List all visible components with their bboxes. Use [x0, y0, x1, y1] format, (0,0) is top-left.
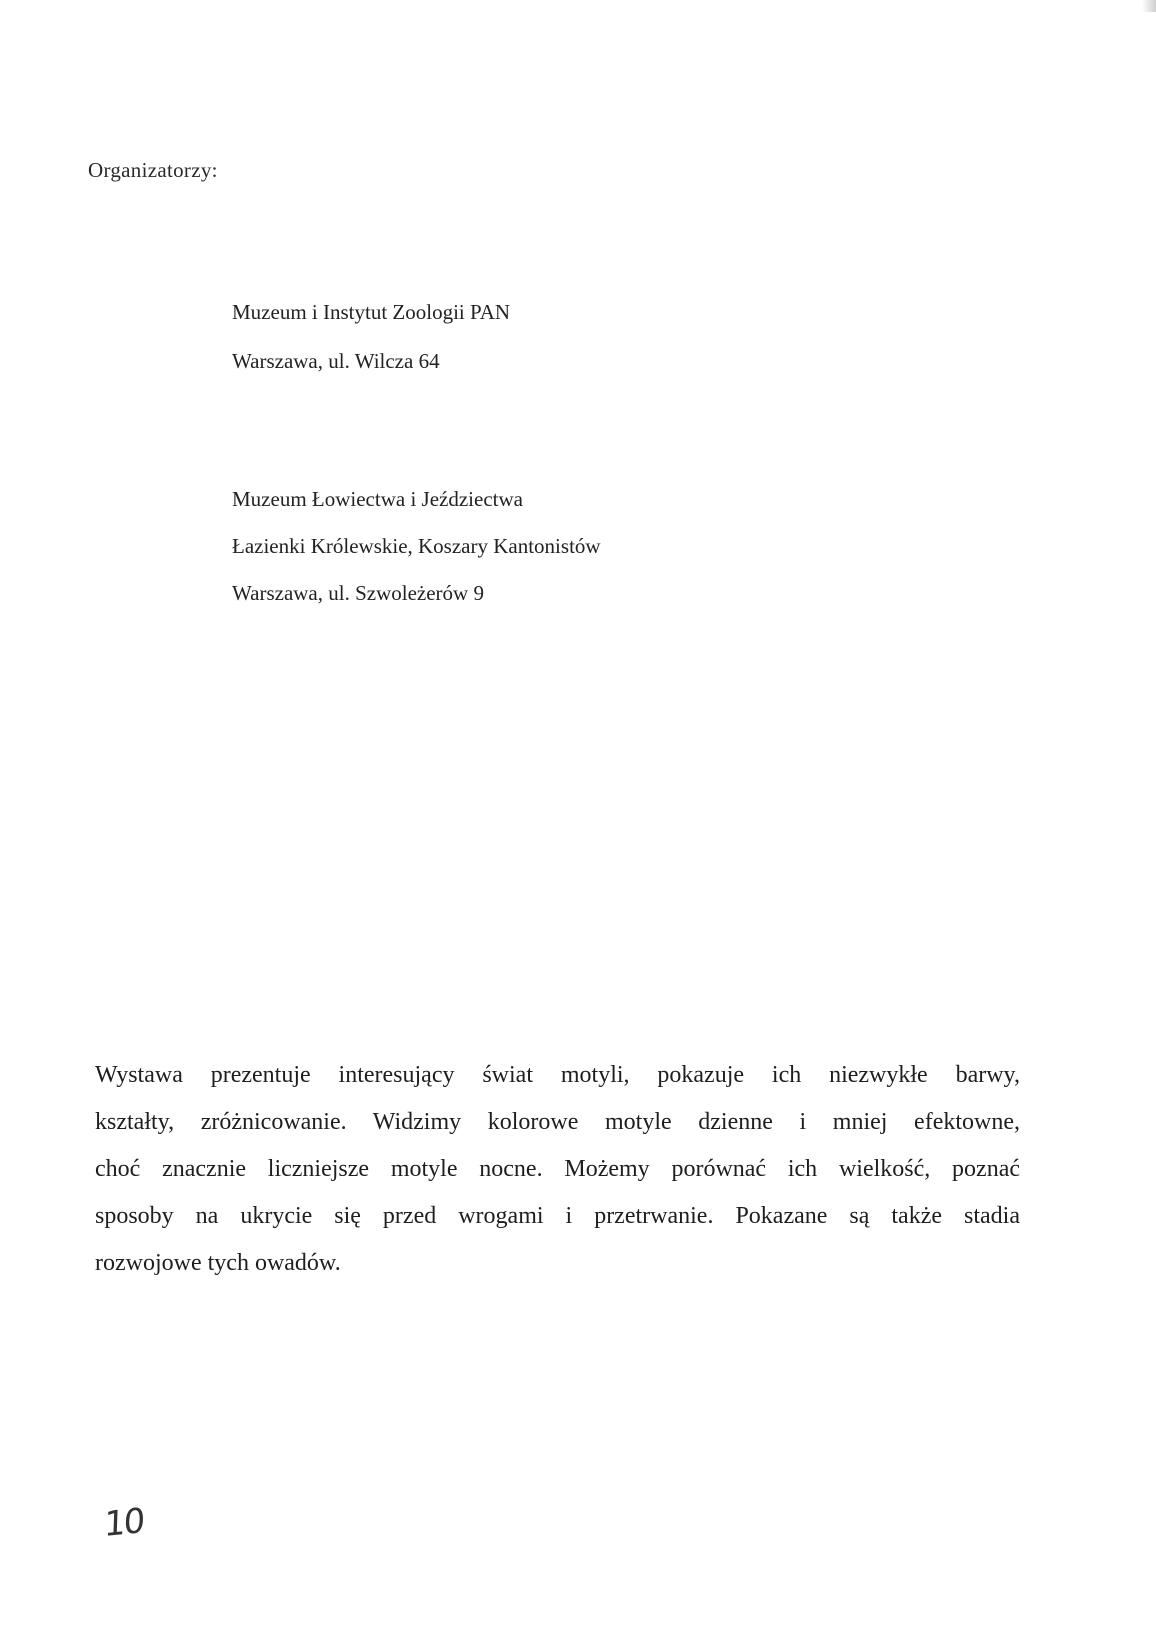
organizer-address: Warszawa, ul. Szwoleżerów 9 — [232, 581, 484, 605]
organizer-address: Warszawa, ul. Wilcza 64 — [232, 349, 440, 373]
organizer-block-zoology-museum — [232, 297, 510, 395]
description-line: rozwojowe tych owadów. — [95, 1250, 341, 1276]
exhibition-description — [95, 1052, 1020, 1287]
organizer-block-hunting-museum — [232, 484, 601, 625]
handwritten-page-number: 10 — [103, 1500, 144, 1546]
description-line: sposoby na ukrycie się przed wrogami i przetrwanie. Pokazane są także stadia — [95, 1203, 1020, 1229]
organizer-location: Łazienki Królewskie, Koszary Kantonistów — [232, 534, 601, 558]
description-line: Wystawa prezentuje interesujący świat motyli, pokazuje ich niezwykłe barwy, — [95, 1062, 1020, 1088]
organizer-name: Muzeum Łowiectwa i Jeździectwa — [232, 487, 523, 511]
organizer-name: Muzeum i Instytut Zoologii PAN — [232, 300, 511, 324]
scan-edge-shadow — [1142, 0, 1156, 12]
organizers-heading: Organizatorzy: — [88, 158, 218, 182]
description-line: kształty, zróżnicowanie. Widzimy kolorowe motyle dzienne i mniej efektowne, — [95, 1109, 1020, 1135]
description-line: choć znacznie liczniejsze motyle nocne. Możemy porównać ich wielkość, poznać — [95, 1156, 1020, 1182]
